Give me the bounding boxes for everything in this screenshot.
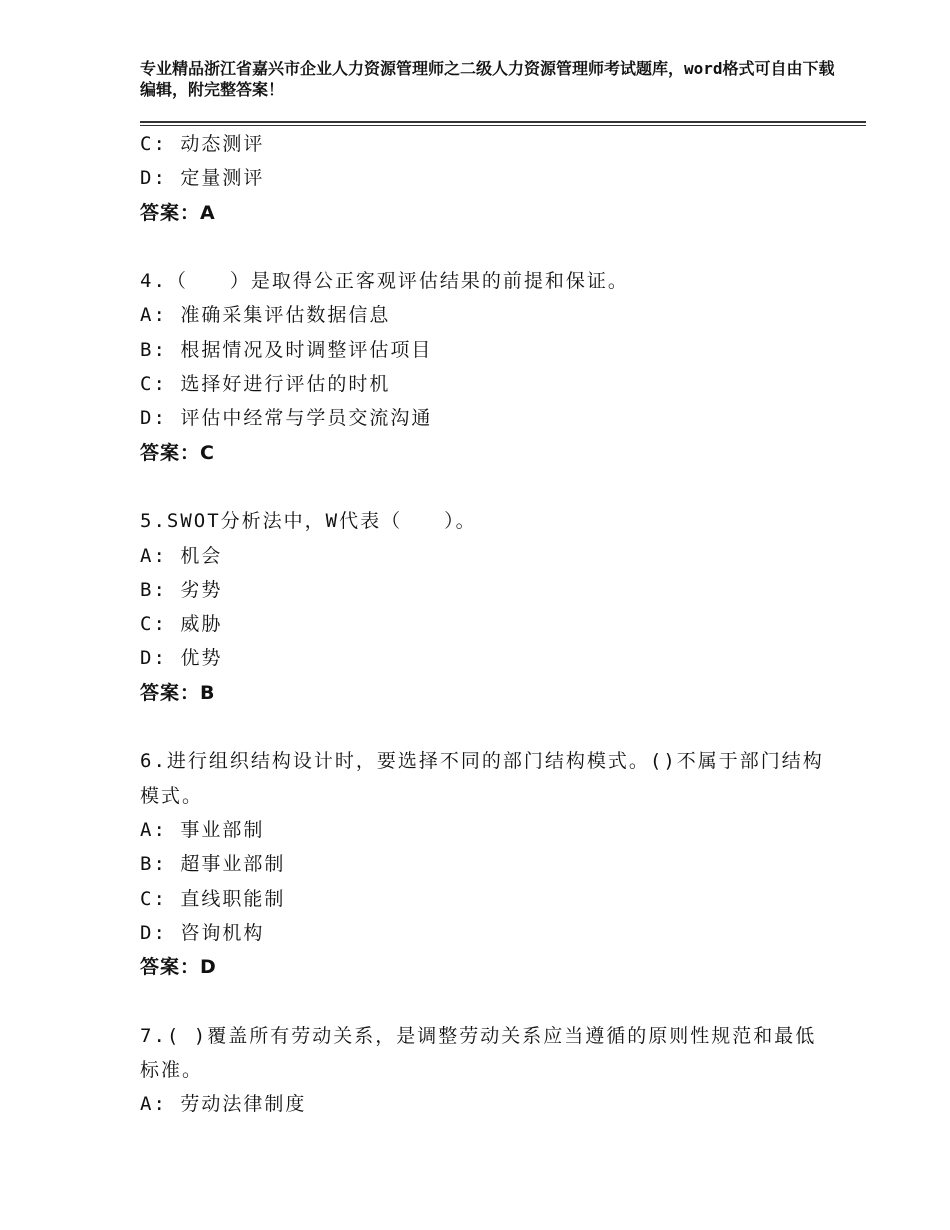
question-6 xyxy=(140,744,830,984)
option-c: C: 直线职能制 xyxy=(140,887,286,910)
option-c: C: 选择好进行评估的时机 xyxy=(140,373,391,396)
answer-text: 答案：B xyxy=(140,681,216,704)
option-d: D: 咨询机构 xyxy=(140,921,265,944)
page-header: 专业精品浙江省嘉兴市企业人力资源管理师之二级人力资源管理师考试题库，word格式可自由下载编辑，附完整答案！ xyxy=(140,59,835,99)
option-c: C: 动态测评 xyxy=(140,133,265,155)
option-d: D: 优势 xyxy=(140,647,223,670)
question-title: 6.进行组织结构设计时，要选择不同的部门结构模式。()不属于部门结构模式。 xyxy=(140,750,824,807)
answer-text: 答案：C xyxy=(140,441,215,464)
answer-text: 答案：A xyxy=(140,201,216,224)
question-5 xyxy=(140,504,830,710)
option-a: A: 劳动法律制度 xyxy=(140,1093,307,1116)
option-a: A: 机会 xyxy=(140,544,223,567)
option-b: B: 超事业部制 xyxy=(140,853,286,876)
document-body xyxy=(140,127,830,1122)
answer-text: 答案：D xyxy=(140,956,217,979)
option-a: A: 准确采集评估数据信息 xyxy=(140,304,391,327)
question-title: 5.SWOT分析法中，W代表（ ）。 xyxy=(140,510,477,533)
header-divider xyxy=(140,121,866,126)
option-d: D: 评估中经常与学员交流沟通 xyxy=(140,407,433,430)
question-title: 7.( )覆盖所有劳动关系，是调整劳动关系应当遵循的原则性规范和最低标准。 xyxy=(140,1024,817,1082)
question-7 xyxy=(140,1019,830,1122)
option-b: B: 劣势 xyxy=(140,578,223,601)
question-title: 4.（ ）是取得公正客观评估结果的前提和保证。 xyxy=(140,270,629,293)
option-b: B: 根据情况及时调整评估项目 xyxy=(140,338,433,361)
question-4 xyxy=(140,264,830,470)
option-a: A: 事业部制 xyxy=(140,818,265,841)
option-c: C: 威胁 xyxy=(140,613,223,636)
option-d: D: 定量测评 xyxy=(140,167,265,190)
